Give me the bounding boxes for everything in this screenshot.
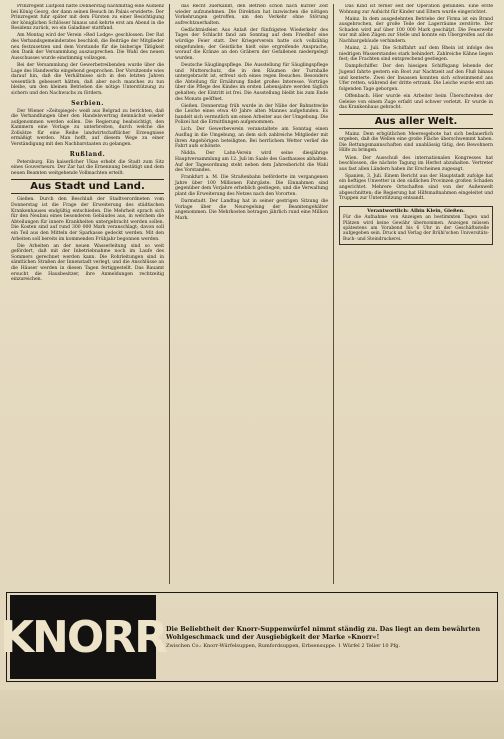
article-paragraph: Petersburg. Ein kaiserlicher Ukas erhebt die Stadt zum Sitz eines Gouverneurs. Der Zar hat die Ernennung bestätigt und dem neuen Beamten weitgehende Vollmachten erteilt. [11,159,164,176]
article-paragraph: Die Arbeiten an der neuen Wasserleitung sind so weit gefördert, daß mit der Inbetriebnahme noch im Laufe des Sommers gerechnet werden kann. Die Rohrleitungen sind in sämtlichen Straßen der Innenstadt verlegt, und die Anschlüsse an die Häuser werden in diesen Tagen fertiggestellt. Das Bauamt ersucht die Hausbesitzer, ihre Anmeldungen rechtzeitig einzureichen. [11,243,164,283]
section-heading-stadt-land: Aus Stadt und Land. [11,179,164,194]
article-paragraph: Mainz. Dem erbgütlichen Meeresgebote hat sich bedauerlich ergeben, daß die Wellen eine große Fläche überschwemmt haben. Die Rettungsmannschaften sind unablässig tätig, den Bewohnern Hilfe zu bringen. [339,131,493,154]
article-paragraph: Mainz, 2. Juli. Die Schiffahrt auf dem Rhein ist infolge des niedrigen Wasserstandes stark behindert. Zahlreiche Kähne liegen fest; die Frachten sind entsprechend gestiegen. [339,46,493,63]
section-heading-aller-welt: Aus aller Welt. [339,114,493,129]
article-paragraph: das Recht zuerkannt, den Betrieb schon nach kurzer Zeit wieder aufzunehmen. Die Direktion hat inzwischen die nötigen Vorkehrungen getroffen, um den Verkehr ohne Störung aufrechtzuerhalten. [175,4,328,26]
ad-product-line: Zwischen Co.: Knorr-Würfelsuppen, Rumfordsuppen, Erbsensuppe. 1 Würfel 2 Teller 10 Pfg. [166,642,401,649]
advertisement-text [156,625,497,650]
knorr-logo: KNORR [10,595,156,679]
article-paragraph: Prinzregent Luitpold hatte Donnerstag nachmittag eine Audienz bei König Georg, der dann seinen Besuch im Palais erwiderte. Der Prinzregent fuhr später mit dem Fürsten zu einer Besichtigung der königlichen Schlösser hinaus und kehrte erst am Abend in die Residenz zurück, wo ein Galadiner stattfand. [11,4,165,32]
article-columns [6,4,498,584]
article-paragraph: Deutsche Säuglingspflege. Die Ausstellung für Säuglingspflege und Mutterschutz, die in den Räumen der Turnhalle untergebracht ist, erfreut sich eines regen Besuches. Besonders die Abteilung für Ernährung findet großes Interesse. Vorträge über die Pflege des Kindes im ersten Lebensjahre werden täglich gehalten; der Eintritt ist frei. Die Ausstellung bleibt bis zum Ende des Monats geöffnet. [175,62,328,102]
knorr-advertisement [0,592,498,682]
ad-headline: Die Beliebtheit der Knorr-Suppenwürfel nimmt ständig zu. Das liegt an dem bewährten Wohlgeschmack und der Ausgiebigkeit der Marke »Knorr«! [166,624,481,641]
article-paragraph: Gießen. Durch den Beschluß der Stadtverordneten vom Donnerstag ist die Frage der Erweiterung des städtischen Krankenhauses endgültig entschieden. Die Mehrheit sprach sich für den Neubau eines besonderen Gebäudes aus, in welchem die Abteilungen für innere Krankheiten untergebracht werden sollen. Die Kosten sind auf rund 300 000 Mark veranschlagt; davon soll ein Teil aus den Mitteln der Sparkasse gedeckt werden. Mit den Arbeiten soll bereits im kommenden Frühjahr begonnen werden. [11,197,164,242]
article-paragraph: Frankfurt a. M. Die Straßenbahn beförderte im vergangenen Jahre über 100 Millionen Fahrgäste. Die Einnahmen sind gegenüber dem Vorjahre erheblich gestiegen, und die Verwaltung plant die Erweiterung des Netzes nach den Vororten. [175,175,328,197]
article-paragraph: Lich. Der Gewerbeverein veranstaltete am Sonntag einen Ausflug in die Umgebung, an dem sich zahlreiche Mitglieder mit ihren Angehörigen beteiligten. Bei herrlichem Wetter verlief die Fahrt aufs schönste. [175,127,328,150]
article-paragraph: Gedächtnisfeier. Aus Anlaß der fünfzigsten Wiederkehr des Tages der Schlacht fand am Sonntag auf dem Friedhof eine würdige Feier statt. Der Kriegerverein hatte sich vollzählig eingefunden; der Geistliche hielt eine ergreifende Ansprache, worauf die Kränze an den Gräbern der Gefallenen niedergelegt wurden. [175,27,328,61]
section-heading-russland: Rußland. [69,150,106,158]
column-right [334,4,498,584]
article-paragraph: Wien. Der Ausschuß des internationalen Kongresses hat beschlossen, die nächste Tagung im Herbst abzuhalten. Vertreter aus fast allen Ländern haben ihr Erscheinen zugesagt. [339,155,493,172]
article-paragraph: Bei der Versammlung der Gewerbetreibenden wurde über die Lage des Handwerks eingehend gesprochen. Der Vorsitzende wies darauf hin, daß die Verhältnisse sich in den letzten Jahren wesentlich gebessert hätten, daß aber noch manches zu tun bleibe, um den kleinen Betrieben die nötige Unterstützung zu sichern und den Nachwuchs zu fördern. [11,62,164,96]
notice-text: Für die Aufnahme von Anzeigen an bestimmten Tagen und Plätzen wird keine Gewähr übernommen. Anzeigen müssen spätestens am Vorabend bis 6 Uhr in der Geschäftsstelle aufgegeben sein. Druck und Verlag der Brühl'schen Universitäts-Buch- und Steindruckerei. [343,215,489,242]
section-heading-serbien: Serbien. [71,99,104,107]
page-bottom-margin [0,690,504,739]
article-paragraph: Nidda. Der Lahn-Verein wird seine diesjährige Hauptversammlung am 12. Juli im Saale des Gasthauses abhalten. Auf der Tagesordnung steht neben dem Jahresbericht die Wahl des Vorstandes. [175,151,328,174]
editorial-notice-box [339,206,493,245]
article-paragraph: Am Montag wird der Verein »Red Lodge« geschlossen. Der Rat des Verbandsgemeinderates beschloß, die Beiträge der Mitglieder neu festzusetzen und dem Vorstande für die bisherige Tätigkeit den Dank der Versammlung auszusprechen. Die Wahl des neuen Ausschusses wurde einstimmig vollzogen. [11,33,164,61]
article-paragraph: Mainz. In dem ausgedehnten Betriebe der Firma ist ein Brand ausgebrochen, der große Teile der Lagerräume zerstörte. Der Schaden wird auf über 100 000 Mark geschätzt. Die Feuerwehr war mit allen Zügen zur Stelle und konnte ein Übergreifen auf die Nachbargebäude verhindern. [339,16,493,45]
article-paragraph: Spanien, 3. Juli. Einem Bericht aus der Hauptstadt zufolge hat ein heftiges Unwetter in den südlichen Provinzen großen Schaden angerichtet. Mehrere Ortschaften sind von der Außenwelt abgeschnitten; die Regierung hat Hilfsmaßnahmen eingeleitet und Truppen zur Unterstützung entsandt. [339,173,493,202]
column-left [6,4,170,584]
article-paragraph: Offenbach. Hier wurde ein Arbeiter beim Überschreiten der Geleise von einem Zuge erfaßt und schwer verletzt. Er wurde in das Krankenhaus gebracht. [339,93,493,111]
article-paragraph: Dampfschiffer. Der den hiesigen Schiffsgang lebende der Jugend fahrte gestern ein Boot zur Nachtzeit auf den Fluß hinaus und kenterte. Zwei der Insassen konnten sich schwimmend ans Ufer retten, während der dritte ertrank. Die Leiche wurde erst am folgenden Tage geborgen. [339,64,493,92]
notice-title: Verantwortlich: Albin Klein, Gießen. [367,207,465,214]
article-paragraph: Gießen. Donnerstag früh wurde in der Nähe der Bahnstrecke die Leiche eines etwa 40 Jahre alten Mannes aufgefunden. Es handelt sich vermutlich um einen Arbeiter aus der Umgebung. Die Polizei hat die Ermittlungen aufgenommen. [175,103,328,126]
column-middle [170,4,334,584]
article-paragraph: Darmstadt. Der Landtag hat in seiner gestrigen Sitzung die Vorlage über die Neuregelung der Beamtengehälter angenommen. Die Mehrkosten betragen jährlich rund eine Million Mark. [175,199,328,221]
article-paragraph: Das Kind ist ferner seit der Operation gefunden. Eine erste Wohnung zur Aufsicht für Kinder und Eltern wurde eingerichtet. [339,4,493,15]
article-paragraph: Der Wiener »Zeitspiegel« weiß aus Belgrad zu berichten, daß die Verhandlungen über den Handelsvertrag demnächst wieder aufgenommen werden sollen. Die Regierung beabsichtigt, den Kammern eine Vorlage zu unterbreiten, durch welche die Zollsätze für eine Reihe landwirtschaftlicher Erzeugnisse ermäßigt werden. Man hofft, auf diesem Wege zu einer Verständigung mit den Nachbarstaaten zu gelangen. [11,108,164,148]
